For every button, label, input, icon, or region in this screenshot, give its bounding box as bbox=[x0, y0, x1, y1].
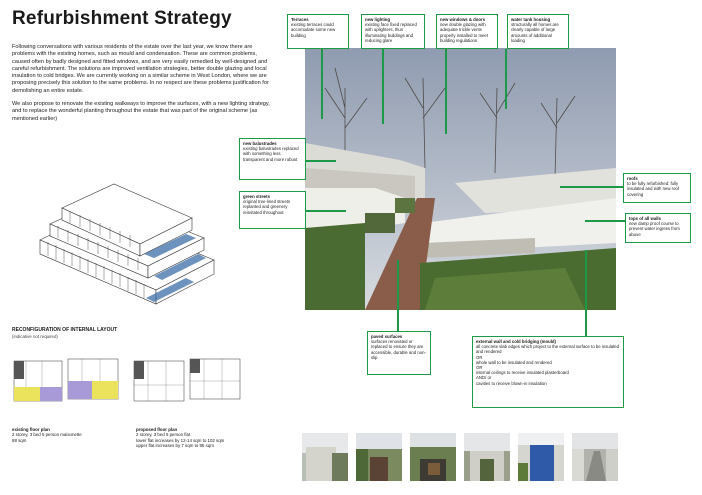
existing-plan-line: 2 storey, 3 bed 5 person maisonette bbox=[12, 432, 82, 438]
thumbnail-photo bbox=[302, 433, 348, 481]
thumbnail-photo bbox=[464, 433, 510, 481]
thumbnail-photo bbox=[410, 433, 456, 481]
existing-plan-line: 88 sqm bbox=[12, 437, 27, 443]
proposed-plan-line: 2 storey, 3 bed 5 person flat bbox=[136, 432, 191, 438]
annotation-terraces bbox=[287, 14, 349, 49]
annotation-external-wall-line: internal ceilings to receive insulated plasterboard bbox=[476, 370, 569, 376]
annotation-lighting bbox=[361, 14, 425, 49]
annotation-tops-of-walls-heading: tops of all walls bbox=[629, 216, 661, 221]
annotation-terraces-heading: Terraces bbox=[291, 17, 309, 22]
annotation-external-wall-line: all concrete slab edges which project to the external surface to be insulated and rendered bbox=[476, 344, 620, 355]
proposed-plan-line: lower flat increases by 12-14 sqm to 102 sqm bbox=[136, 437, 225, 443]
annotation-terraces-text: existing terraces could accomodate some new building bbox=[291, 22, 336, 38]
annotation-external-wall-line: cavities to receive blown-in insulation bbox=[476, 380, 547, 386]
annotation-balustrades-heading: new balustrades bbox=[243, 141, 277, 146]
existing-floor-plan-drawing bbox=[12, 357, 122, 423]
page-title: Refurbishment Strategy bbox=[12, 8, 232, 29]
annotation-water-tank-heading: water tank housing bbox=[511, 17, 551, 22]
reconfiguration-title: RECONFIGURATION OF INTERNAL LAYOUT bbox=[12, 327, 118, 333]
axonometric-drawing bbox=[26, 178, 256, 310]
annotation-external-wall-line: OR bbox=[476, 365, 483, 371]
annotation-lighting-text: existing face fixed replaced with uplighters, thus illuminating buildings and reducing glare bbox=[365, 22, 417, 43]
annotation-roofs-text: to be fully refurbished: fully insulated and with new roof covering bbox=[627, 181, 680, 197]
annotation-paved-surfaces bbox=[367, 331, 431, 375]
annotation-balustrades bbox=[239, 138, 306, 180]
existing-plan-caption bbox=[12, 427, 82, 443]
annotation-windows-text: new double glazing with adequate trickle vents properly installed to meet building regulations bbox=[440, 22, 489, 43]
annotation-external-wall-heading: external wall and cold bridging (mould) bbox=[476, 339, 556, 344]
proposed-plan-line: upper flat increases by 7 sqm to 95 sqm bbox=[136, 443, 214, 449]
annotation-windows-heading: new windows & doors bbox=[440, 17, 486, 22]
annotation-external-wall bbox=[472, 336, 624, 408]
annotation-tops-of-walls bbox=[625, 213, 691, 243]
intro-paragraph-2: We also propose to renovate the existing walkways to improve the surfaces, with a new lighting strategy, and to replace the wonderful planting throughout the estate that was part of the original scheme (as mentioned earlier) bbox=[12, 101, 270, 122]
annotation-roofs-heading: roofs bbox=[627, 176, 638, 181]
intro-paragraph-1: Following conversations with various residents of the estate over the last year, we know there are problems with the existing homes, such as mould and condensation. These are common problems, caused often by badly designed and fitted windows, and are very easily remedied by well-designed and careful refurbishment. The solutions are improved ventilation strategies, better double glazing and local insulation to cold bridges. We are currently working on a similar scheme in West London, where we are proposing precisely this solution to the same problems. In no respect are these problems justification for demolishing an entire estate. bbox=[12, 44, 269, 94]
annotation-roofs bbox=[623, 173, 691, 203]
annotation-water-tank-text: structurally all homes are clearly capable of large amounts of additional loading bbox=[511, 22, 559, 43]
intro-text bbox=[12, 44, 274, 129]
annotation-paved-surfaces-heading: paved surfaces bbox=[371, 334, 403, 339]
reconfiguration-subtitle: (indicative not required) bbox=[12, 334, 58, 339]
annotation-balustrades-text: existing balustrades replaced with something less transparent and more robust bbox=[243, 146, 299, 162]
annotation-green-streets-heading: green streets bbox=[243, 194, 270, 199]
annotation-lighting-heading: new lighting bbox=[365, 17, 391, 22]
thumbnail-photo bbox=[572, 433, 618, 481]
existing-plan-heading: existing floor plan bbox=[12, 427, 50, 432]
annotation-tops-of-walls-text: new damp proof course to prevent water ingress from above bbox=[629, 221, 680, 237]
annotation-external-wall-line: whole wall to be insulated and rendered bbox=[476, 359, 552, 365]
annotation-windows bbox=[436, 14, 498, 49]
annotation-green-streets bbox=[239, 191, 306, 229]
annotation-external-wall-line: AND/ or bbox=[476, 375, 492, 381]
proposed-plan-heading: proposed floor plan bbox=[136, 427, 178, 432]
annotation-green-streets-text: original tree-lined streets replanted and greenery reinstated throughout bbox=[243, 199, 291, 215]
annotation-water-tank bbox=[507, 14, 569, 49]
annotation-external-wall-line: OR bbox=[476, 354, 483, 360]
thumbnail-photo bbox=[518, 433, 564, 481]
thumbnail-photo bbox=[356, 433, 402, 481]
proposed-floor-plan-drawing bbox=[132, 357, 244, 423]
annotation-paved-surfaces-text: surfaces renovated or replaced to ensure they are accessible, durable and non-slip bbox=[371, 339, 426, 360]
proposed-plan-caption bbox=[136, 427, 224, 449]
estate-photo bbox=[305, 48, 616, 310]
